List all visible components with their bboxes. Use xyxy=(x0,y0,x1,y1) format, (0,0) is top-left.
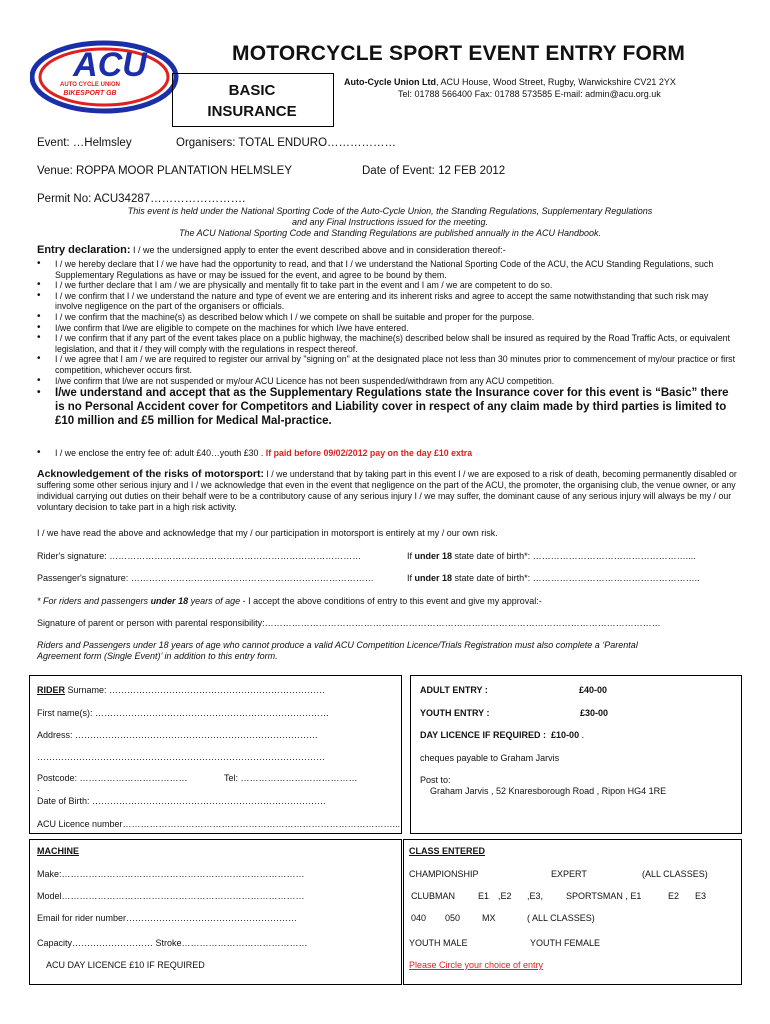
insurance-declaration: • I/we understand and accept that as the Supplementary Regulations state the Insurance cover for this event is “Basic” there is no Personal Accident cover for Competitors and Liability cover in respect of any claim made by third parties is limited to £10 million and £5 million for Medical Mal-practice. xyxy=(37,386,737,428)
capacity-stroke-field[interactable]: Capacity……………………… Stroke…………………………………… xyxy=(37,938,308,948)
rider-dob-field[interactable] xyxy=(407,551,696,562)
basic-line1: BASIC xyxy=(228,82,276,99)
dob-passenger: state date of birth*: ……………………………………………….. xyxy=(452,573,700,583)
youth-entry-label: YOUTH ENTRY : xyxy=(420,708,490,718)
code-notice-line3: The ACU National Sporting Code and Standing Regulations are published annually in the ACU Handbook. xyxy=(178,228,602,238)
youth-entry-fee: £30-00 xyxy=(580,708,609,718)
fee-item xyxy=(37,448,737,459)
declaration-item: • I / we further declare that I am / we are physically and mentally fit to take part in the event and I am / we are competent to do so. xyxy=(37,280,737,291)
declaration-item: • I / we hereby declare that I / we have had the opportunity to read, and that I / we understand the National Sporting Code of the ACU, the ACU Standing Regulations, such Supplementary Regulations as have or may be issued for the event, and agree to be bound by them. xyxy=(37,259,737,280)
acu-licence-field[interactable]: ACU Licence number………………………………………………………………………………... xyxy=(37,819,401,829)
logo-letters: ACU xyxy=(73,46,147,84)
acu-logo-graphic xyxy=(30,40,180,114)
parent-signature-field[interactable]: Signature of parent or person with parental responsibility:…………………………………………………………………………………………………………………… xyxy=(37,618,661,628)
class-clubman-e1[interactable]: E1 xyxy=(478,891,490,901)
class-sportsman-e3[interactable]: E3 xyxy=(695,891,707,901)
minors-note-line2: Agreement form (Single Event)’ in addition to this entry form. xyxy=(37,651,278,661)
acknowledgement-heading: Acknowledgement of the risks of motorsport: xyxy=(37,468,264,480)
declaration-list xyxy=(37,259,737,428)
basic-insurance-label xyxy=(172,80,332,122)
code-notice-line1: This event is held under the National Sporting Code of the Auto-Cycle Union, the Standing Regulations, Supplementary Regulations xyxy=(127,206,653,216)
class-sportsman-e2[interactable]: E2 xyxy=(668,891,680,901)
day-licence-row xyxy=(420,730,584,741)
minors-note-line1: Riders and Passengers under 18 years of age who cannot produce a valid ACU Competition Licence/Trials Registration must also complete a ‘Parental xyxy=(37,640,638,650)
acknowledgement-text: I / we understand that by taking part in this event I / we are exposed to a risk of death, becoming permanently disabled or suffering some other serious injury and I / we acknowledge that even in the event that negligence on the part of the ACU, the promoter, the organising club, the venue owner, or any individual carrying out duties on their behalf were to be a contributory cause of any serious injury I / we may suffer, the dominant cause of any serious injury will always be my / our voluntary decision to take part in a high risk activity. xyxy=(37,469,737,512)
class-sportsman-e1[interactable]: SPORTSMAN , E1 xyxy=(566,891,642,901)
make-field[interactable]: Make:……………………………………………………………………… xyxy=(37,869,305,879)
org-address-text: , ACU House, Wood Street, Rugby, Warwickshire CV21 2YX xyxy=(436,77,676,87)
adult-entry-fee: £40-00 xyxy=(579,685,608,695)
dob-rider: state date of birth*: …………………………………………….... xyxy=(452,551,696,561)
class-youth-male[interactable]: YOUTH MALE xyxy=(409,938,468,948)
day-licence-label: DAY LICENCE IF REQUIRED : xyxy=(420,730,547,740)
post-to-label: Post to: xyxy=(420,775,451,785)
basic-line2: INSURANCE xyxy=(207,103,297,120)
organisers: Organisers: TOTAL ENDURO……………… xyxy=(176,137,397,149)
under-18-note xyxy=(37,596,542,607)
if-text: If xyxy=(407,551,415,561)
class-clubman-e2[interactable]: ,E2 xyxy=(498,891,512,901)
date-of-birth-field[interactable]: Date of Birth: …………………………………………………………………… xyxy=(37,796,327,806)
acu-logo xyxy=(30,40,180,114)
fee-list xyxy=(37,448,737,459)
entry-declaration xyxy=(37,244,506,256)
class-040[interactable]: 040 xyxy=(411,913,427,923)
address-field[interactable]: Address: ……………………………………………………………………… xyxy=(37,730,319,740)
rider-surname-field[interactable] xyxy=(37,685,325,696)
day-licence-fee: £10-00 xyxy=(551,730,580,740)
circle-choice-note: Please Circle your choice of entry xyxy=(409,960,544,970)
note-suffix: - I accept the above conditions of entry to this event and give my approval:- xyxy=(240,596,542,606)
event-name: Event: …Helmsley xyxy=(37,137,132,149)
passenger-signature-field[interactable]: Passenger's signature: ……………………………………………………………………… xyxy=(37,573,374,583)
acknowledgement xyxy=(37,469,737,513)
email-field[interactable]: Email for rider number………………………………………………… xyxy=(37,913,298,923)
note-under18: under 18 xyxy=(150,596,189,606)
note-prefix: * For riders and passengers xyxy=(37,596,151,606)
class-mx-all[interactable]: ( ALL CLASSES) xyxy=(527,913,595,923)
logo-line1: AUTO CYCLE UNION xyxy=(60,82,120,88)
declaration-item: • I / we confirm that if any part of the event takes place on a public highway, the machine(s) described below shall be insured as required by the Road Traffic Acts, or equivalent legislation, and that it / they will comply with the regulations in respect thereof. xyxy=(37,333,737,354)
class-entered-heading: CLASS ENTERED xyxy=(409,846,486,856)
venue: Venue: ROPPA MOOR PLANTATION HELMSLEY xyxy=(37,165,292,177)
class-clubman-e3[interactable]: ,E3, xyxy=(527,891,544,901)
declaration-intro: I / we the undersigned apply to enter the event described above and in consideration thereof:- xyxy=(130,245,506,255)
under-18: under 18 xyxy=(414,573,453,583)
post-to-address: Graham Jarvis , 52 Knaresborough Road , Ripon HG4 1RE xyxy=(430,786,667,796)
under-18: under 18 xyxy=(414,551,453,561)
rider-signature-field[interactable]: Rider's signature: ………………………………………………………………………… xyxy=(37,551,362,561)
rider-heading: RIDER xyxy=(37,685,66,695)
class-mx[interactable]: MX xyxy=(482,913,496,923)
adult-entry-label: ADULT ENTRY : xyxy=(420,685,488,695)
address-line2-field[interactable]: …………………………………………………………………………………… xyxy=(37,752,325,762)
declaration-heading: Entry declaration: xyxy=(37,244,131,256)
org-address xyxy=(344,77,676,87)
postcode-field[interactable]: Postcode: ……………………………… xyxy=(37,773,188,783)
event-date: Date of Event: 12 FEB 2012 xyxy=(362,165,506,177)
model-field[interactable]: Model……………………………………………………………………… xyxy=(37,891,305,901)
first-names-field[interactable]: First name(s): …………………………………………………………………… xyxy=(37,708,330,718)
machine-heading: MACHINE xyxy=(37,846,79,856)
passenger-dob-field[interactable] xyxy=(407,573,700,584)
declaration-item: • I / we confirm that I / we understand the nature and type of event we are entering and its inherent risks and agree to accept the same notwithstanding that such risk may involve negligence on the part of the organisers or officials. xyxy=(37,291,737,312)
tel-field[interactable]: Tel: ………………………………… xyxy=(224,773,358,783)
fee-text: I / we enclose the entry fee of: adult £40…youth £30 . xyxy=(55,448,266,458)
declaration-item: • I / we agree that I am / we are required to register our arrival by "signing on" at the designated place not less than 30 minutes prior to commencement of my/our practice or first competition, whichever occurs first. xyxy=(37,354,737,375)
declaration-item: • I / we confirm that the machine(s) as described below which I / we compete on shall be suitable and proper for the purpose. xyxy=(37,312,737,323)
day-licence-dot: . xyxy=(581,730,585,740)
code-notice-line2: and any Final Instructions issued for the meeting. xyxy=(291,217,489,227)
rider-dot: . xyxy=(37,783,40,793)
declaration-item: • I/we confirm that I/we are eligible to compete on the machines for which I/we have entered. xyxy=(37,323,737,334)
class-050[interactable]: 050 xyxy=(445,913,461,923)
class-expert[interactable]: EXPERT xyxy=(551,869,587,879)
permit-number: Permit No: ACU34287……………………. xyxy=(37,193,246,205)
declaration-item: • I/we confirm that I/we are not suspended or my/our ACU Licence has not been suspended/withdrawn from any ACU competition. xyxy=(37,376,737,387)
class-youth-female[interactable]: YOUTH FEMALE xyxy=(530,938,601,948)
org-contact: Tel: 01788 566400 Fax: 01788 573585 E-mail: admin@acu.org.uk xyxy=(398,89,661,99)
cheques-payable: cheques payable to Graham Jarvis xyxy=(420,753,560,763)
org-name: Auto-Cycle Union Ltd xyxy=(344,77,436,87)
class-clubman[interactable]: CLUBMAN xyxy=(411,891,456,901)
logo-line2: BIKESPORT GB xyxy=(63,90,117,97)
form-title: MOTORCYCLE SPORT EVENT ENTRY FORM xyxy=(232,42,686,65)
read-acknowledge-line: I / we have read the above and acknowledge that my / our participation in motorsport is entirely at my / our own risk. xyxy=(37,528,498,538)
if-text: If xyxy=(407,573,415,583)
surname-label: Surname: ……………………………………………………………… xyxy=(65,685,326,695)
fee-late-note: If paid before 09/02/2012 pay on the day £10 extra xyxy=(265,448,473,458)
class-all-classes[interactable]: (ALL CLASSES) xyxy=(642,869,708,879)
note-mid: years of age xyxy=(188,596,241,606)
class-championship[interactable]: CHAMPIONSHIP xyxy=(409,869,479,879)
machine-day-licence: ACU DAY LICENCE £10 IF REQUIRED xyxy=(46,960,205,970)
